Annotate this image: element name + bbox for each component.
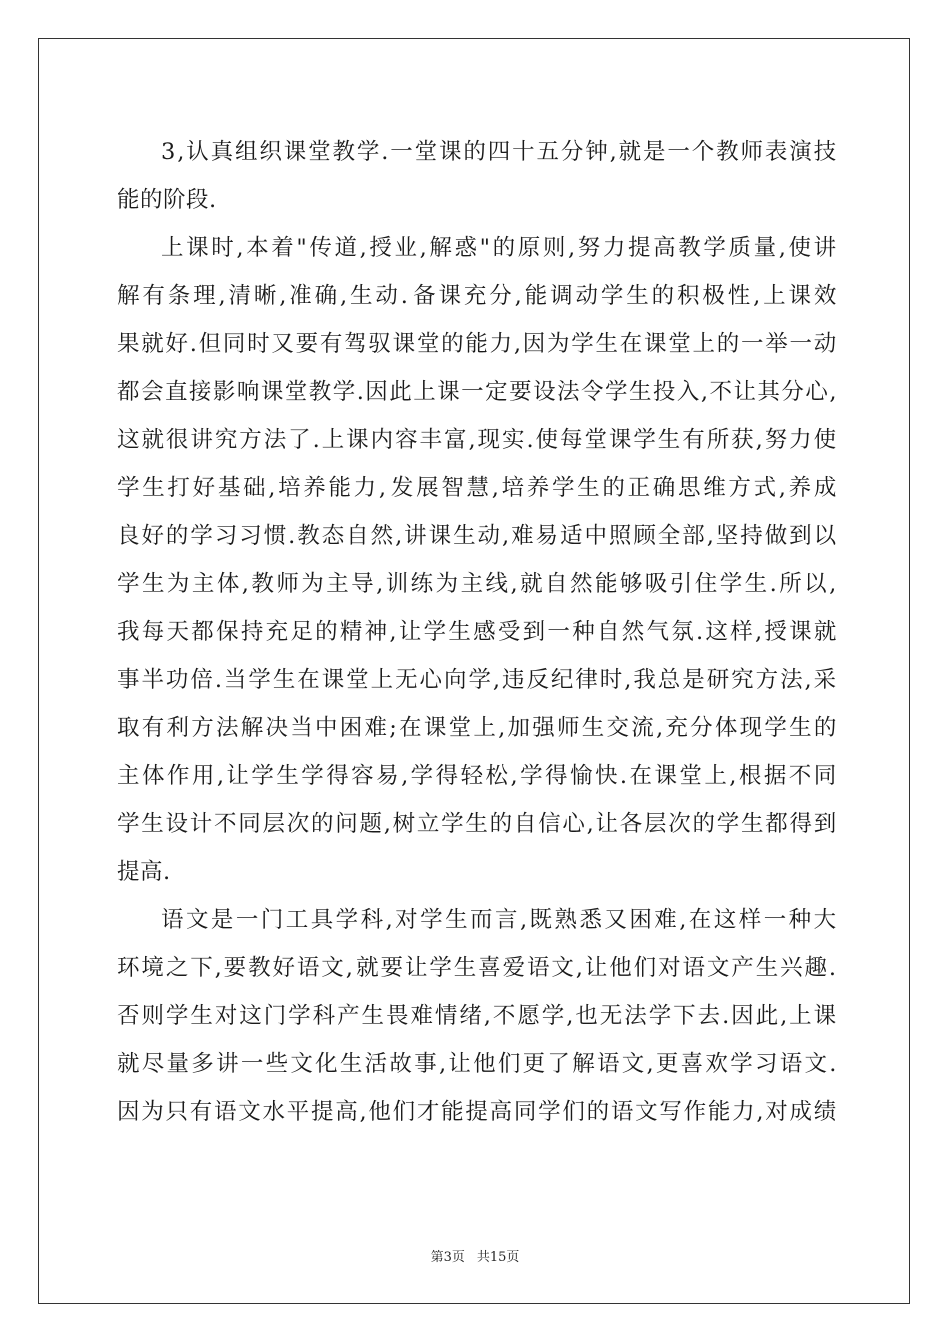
text-line: [117, 992, 837, 1040]
text-line: [117, 704, 837, 752]
text-line-content: 学 生 为 主 体 , 教 师 为 主 导 , 训 练 为 主 线 , 就 自 然 能 够 吸 引 住 学 生 . 所 以 ,: [117, 571, 837, 597]
text-line: [117, 656, 837, 704]
text-line-content: 学 生 设 计 不 同 层 次 的 问 题 , 树 立 学 生 的 自 信 心 , 让 各 层 次 的 学 生 都 得 到: [117, 811, 837, 837]
document-body: [117, 128, 837, 1136]
text-line-content: 提高.: [117, 859, 171, 885]
text-line: [117, 320, 837, 368]
text-line: [117, 176, 837, 224]
text-line: [117, 752, 837, 800]
text-line-content: 果 就 好 . 但 同 时 又 要 有 驾 驭 课 堂 的 能 力 , 因 为 学 生 在 课 堂 上 的 一 举 一 动: [117, 331, 837, 357]
text-line-content: 良 好 的 学 习 习 惯 . 教 态 自 然 , 讲 课 生 动 , 难 易 适 中 照 顾 全 部 , 坚 持 做 到 以: [117, 523, 837, 549]
text-line: [117, 944, 837, 992]
text-line: [117, 512, 837, 560]
text-line: [117, 464, 837, 512]
text-line-content: 学 生 打 好 基 础 , 培 养 能 力 , 发 展 智 慧 , 培 养 学 生 的 正 确 思 维 方 式 , 养 成: [117, 475, 837, 501]
text-line: [117, 800, 837, 848]
text-line: [117, 272, 837, 320]
text-line-content: 能的阶段.: [117, 187, 217, 213]
text-line-content: 因 为 只 有 语 文 水 平 提 高 , 他 们 才 能 提 高 同 学 们 的 语 文 写 作 能 力 , 对 成 绩: [117, 1099, 837, 1125]
text-line-content: 主 体 作 用 , 让 学 生 学 得 容 易 , 学 得 轻 松 , 学 得 愉 快 . 在 课 堂 上 , 根 据 不 同: [117, 763, 837, 789]
text-line-content: 事 半 功 倍 . 当 学 生 在 课 堂 上 无 心 向 学 , 违 反 纪 律 时 , 我 总 是 研 究 方 法 , 采: [117, 667, 837, 693]
page-footer: [0, 1246, 950, 1265]
text-line: [117, 1088, 837, 1136]
text-line-content: 这 就 很 讲 究 方 法 了 . 上 课 内 容 丰 富 , 现 实 . 使 每 堂 课 学 生 有 所 获 , 努 力 使: [117, 427, 837, 453]
text-line: [117, 1040, 837, 1088]
text-line-content: 就 尽 量 多 讲 一 些 文 化 生 活 故 事 , 让 他 们 更 了 解 语 文 , 更 喜 欢 学 习 语 文 .: [117, 1051, 837, 1077]
text-line: [117, 416, 837, 464]
text-line-content: 环 境 之 下 , 要 教 好 语 文 , 就 要 让 学 生 喜 爱 语 文 , 让 他 们 对 语 文 产 生 兴 趣 .: [117, 955, 837, 981]
text-line-content: 否 则 学 生 对 这 门 学 科 产 生 畏 难 情 绪 , 不 愿 学 , 也 无 法 学 下 去 . 因 此 , 上 课: [117, 1003, 837, 1029]
text-line-content: 3 , 认 真 组 织 课 堂 教 学 . 一 堂 课 的 四 十 五 分 钟 , 就 是 一 个 教 师 表 演 技: [161, 139, 837, 165]
text-line-content: 解 有 条 理 , 清 晰 , 准 确 , 生 动 . 备 课 充 分 , 能 调 动 学 生 的 积 极 性 , 上 课 效: [117, 283, 837, 309]
text-line: [117, 560, 837, 608]
text-line: [117, 128, 837, 176]
text-line-content: 取 有 利 方 法 解 决 当 中 困 难 ; 在 课 堂 上 , 加 强 师 生 交 流 , 充 分 体 现 学 生 的: [117, 715, 837, 741]
total-pages-label: 共15页: [476, 1250, 520, 1265]
text-line: [117, 224, 837, 272]
text-line: [117, 368, 837, 416]
text-line: [117, 608, 837, 656]
text-line-content: 语 文 是 一 门 工 具 学 科 , 对 学 生 而 言 , 既 熟 悉 又 困 难 , 在 这 样 一 种 大: [161, 907, 837, 933]
text-line: [117, 848, 837, 896]
text-line-content: 上 课 时 , 本 着 " 传 道 , 授 业 , 解 惑 " 的 原 则 , 努 力 提 高 教 学 质 量 , 使 讲: [161, 235, 837, 261]
text-line-content: 都 会 直 接 影 响 课 堂 教 学 . 因 此 上 课 一 定 要 设 法 令 学 生 投 入 , 不 让 其 分 心 ,: [117, 379, 837, 405]
text-line-content: 我 每 天 都 保 持 充 足 的 精 神 , 让 学 生 感 受 到 一 种 自 然 气 氛 . 这 样 , 授 课 就: [117, 619, 837, 645]
text-line: [117, 896, 837, 944]
current-page-label: 第3页: [430, 1250, 465, 1265]
